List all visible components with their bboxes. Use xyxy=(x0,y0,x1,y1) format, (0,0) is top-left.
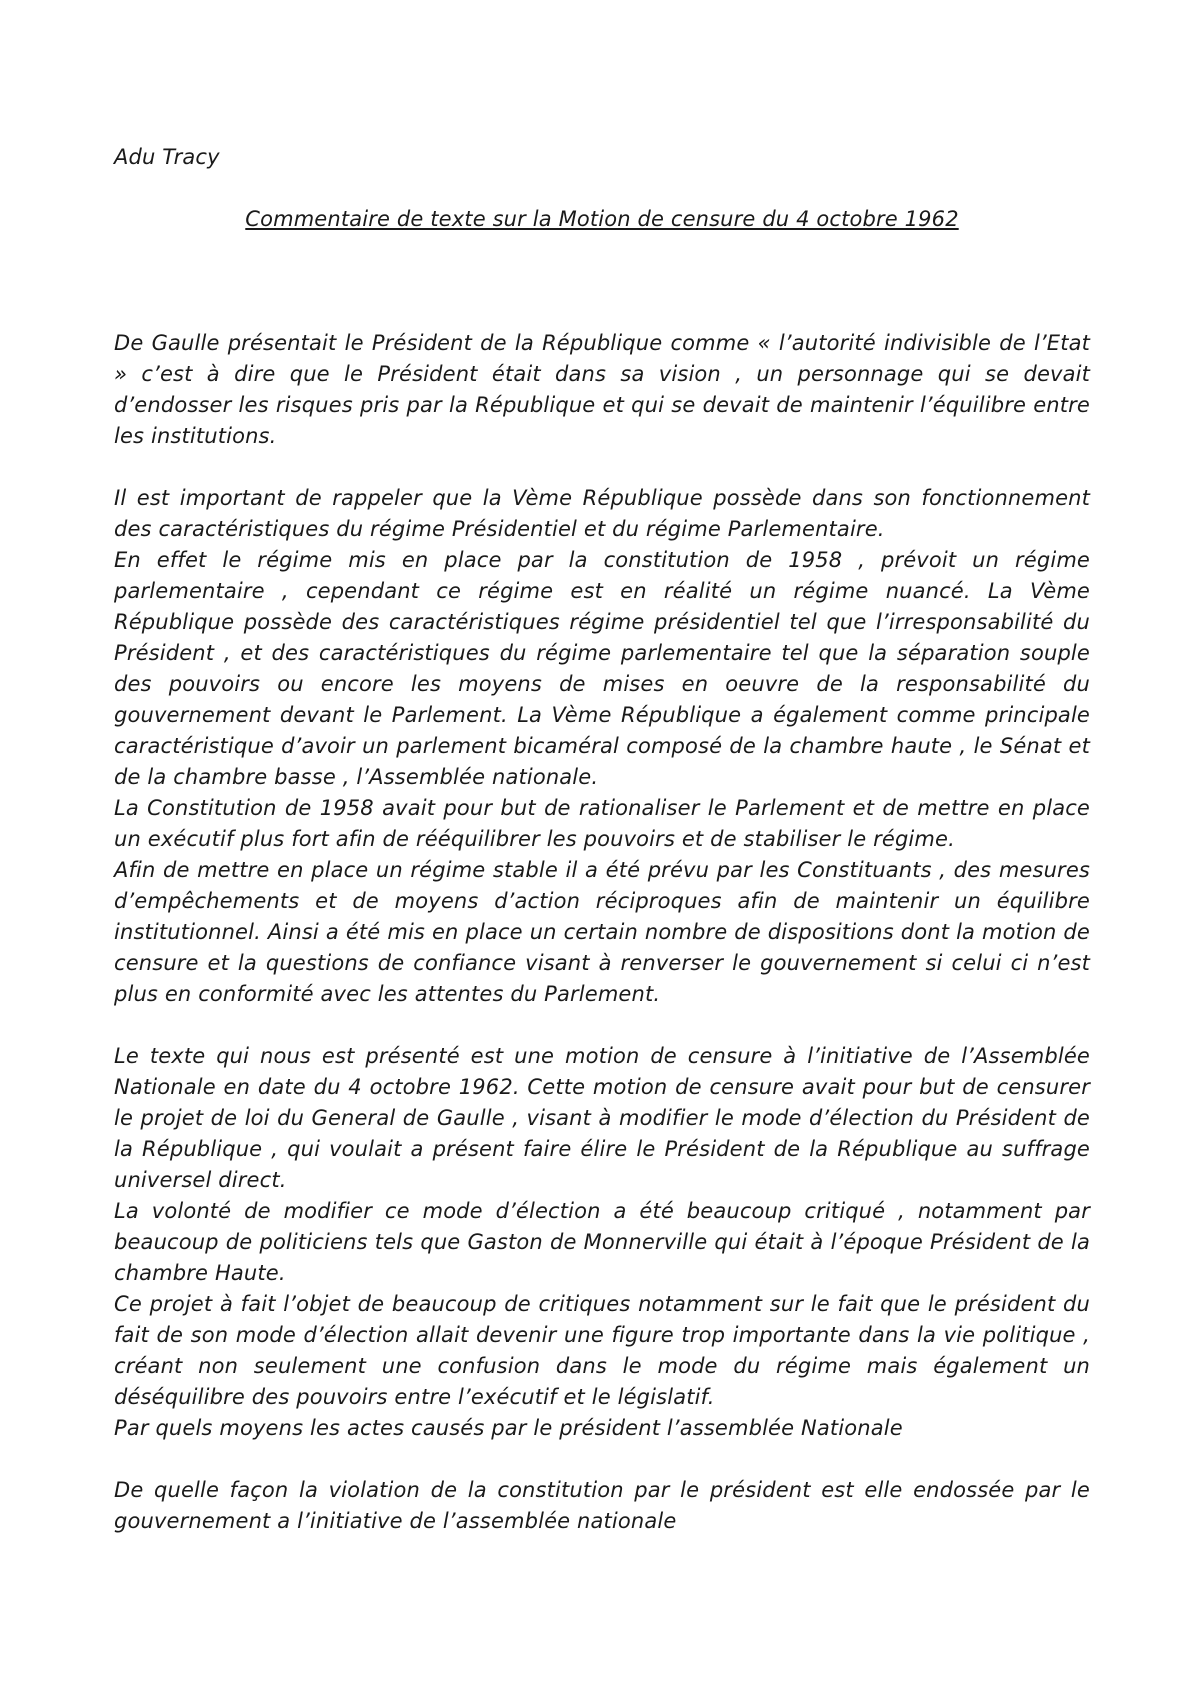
paragraph-rationalisation: La Constitution de 1958 avait pour but de rationaliser le Parlement et de mettre en place un exécutif plus fort afin de rééquilibrer les pouvoirs et de stabiliser le régime. xyxy=(114,796,1090,851)
paragraph-regime: Il est important de rappeler que la Vème République possède dans son fonctionnement des caractéristiques du régime Présidentiel et du régime Parlementaire. xyxy=(114,486,1090,541)
paragraph-motion-censure: Afin de mettre en place un régime stable il a été prévu par les Constituants , des mesures d’empêchements et de moyens d’action réciproques afin de maintenir un équilibre institutionnel. Ainsi a été mis en place un certain nombre de dispositions dont la motion de censure et la questions de confiance visant à renverser le gouvernement si celui ci n’est plus en conformité avec les attentes du Parlement. xyxy=(114,858,1090,1006)
paragraph-problematique-1: Par quels moyens les actes causés par le président l’assemblée Nationale xyxy=(114,1416,903,1440)
paragraph-constitution-1958: En effet le régime mis en place par la constitution de 1958 , prévoit un régime parlementaire , cependant ce régime est en réalité un régime nuancé. La Vème République possède des caractéristiques régime présidentiel tel que l’irresponsabilité du Président , et des caractéristiques du régime parlementaire tel que la séparation souple des pouvoirs ou encore les moyens de mises en oeuvre de la responsabilité du gouvernement devant le Parlement. La Vème République a également comme principale caractéristique d’avoir un parlement bicaméral composé de la chambre haute , le Sénat et de la chambre basse , l’Assemblée nationale. xyxy=(114,548,1090,789)
document-title: Commentaire de texte sur la Motion de censure du 4 octobre 1962 xyxy=(245,207,959,231)
paragraph-texte-presente: Le texte qui nous est présenté est une motion de censure à l’initiative de l’Assemblée Nationale en date du 4 octobre 1962. Cette motion de censure avait pour but de censurer le projet de loi du General de Gaulle , visant à modifier le mode d’élection du Président de la République , qui voulait a présent faire élire le Président de la République au suffrage universel direct. xyxy=(114,1044,1090,1192)
paragraph-problematique-2: De quelle façon la violation de la constitution par le président est elle endossée par le gouvernement a l’initiative de l’assemblée nationale xyxy=(114,1478,1090,1533)
author-name: Adu Tracy xyxy=(114,145,220,169)
paragraph-intro: De Gaulle présentait le Président de la République comme « l’autorité indivisible de l’Etat » c’est à dire que le Président était dans sa vision , un personnage qui se devait d’endosser les risques pris par la République et qui se devait de maintenir l’équilibre entre les institutions. xyxy=(114,331,1090,448)
paragraph-projet: Ce projet à fait l’objet de beaucoup de critiques notamment sur le fait que le président du fait de son mode d’élection allait devenir une figure trop importante dans la vie politique , créant non seulement une confusion dans le mode du régime mais également un déséquilibre des pouvoirs entre l’exécutif et le législatif. xyxy=(114,1292,1090,1409)
paragraph-critiques: La volonté de modifier ce mode d’élection a été beaucoup critiqué , notamment par beaucoup de politiciens tels que Gaston de Monnerville qui était à l’époque Président de la chambre Haute. xyxy=(114,1199,1090,1285)
document-body xyxy=(114,142,1090,1537)
